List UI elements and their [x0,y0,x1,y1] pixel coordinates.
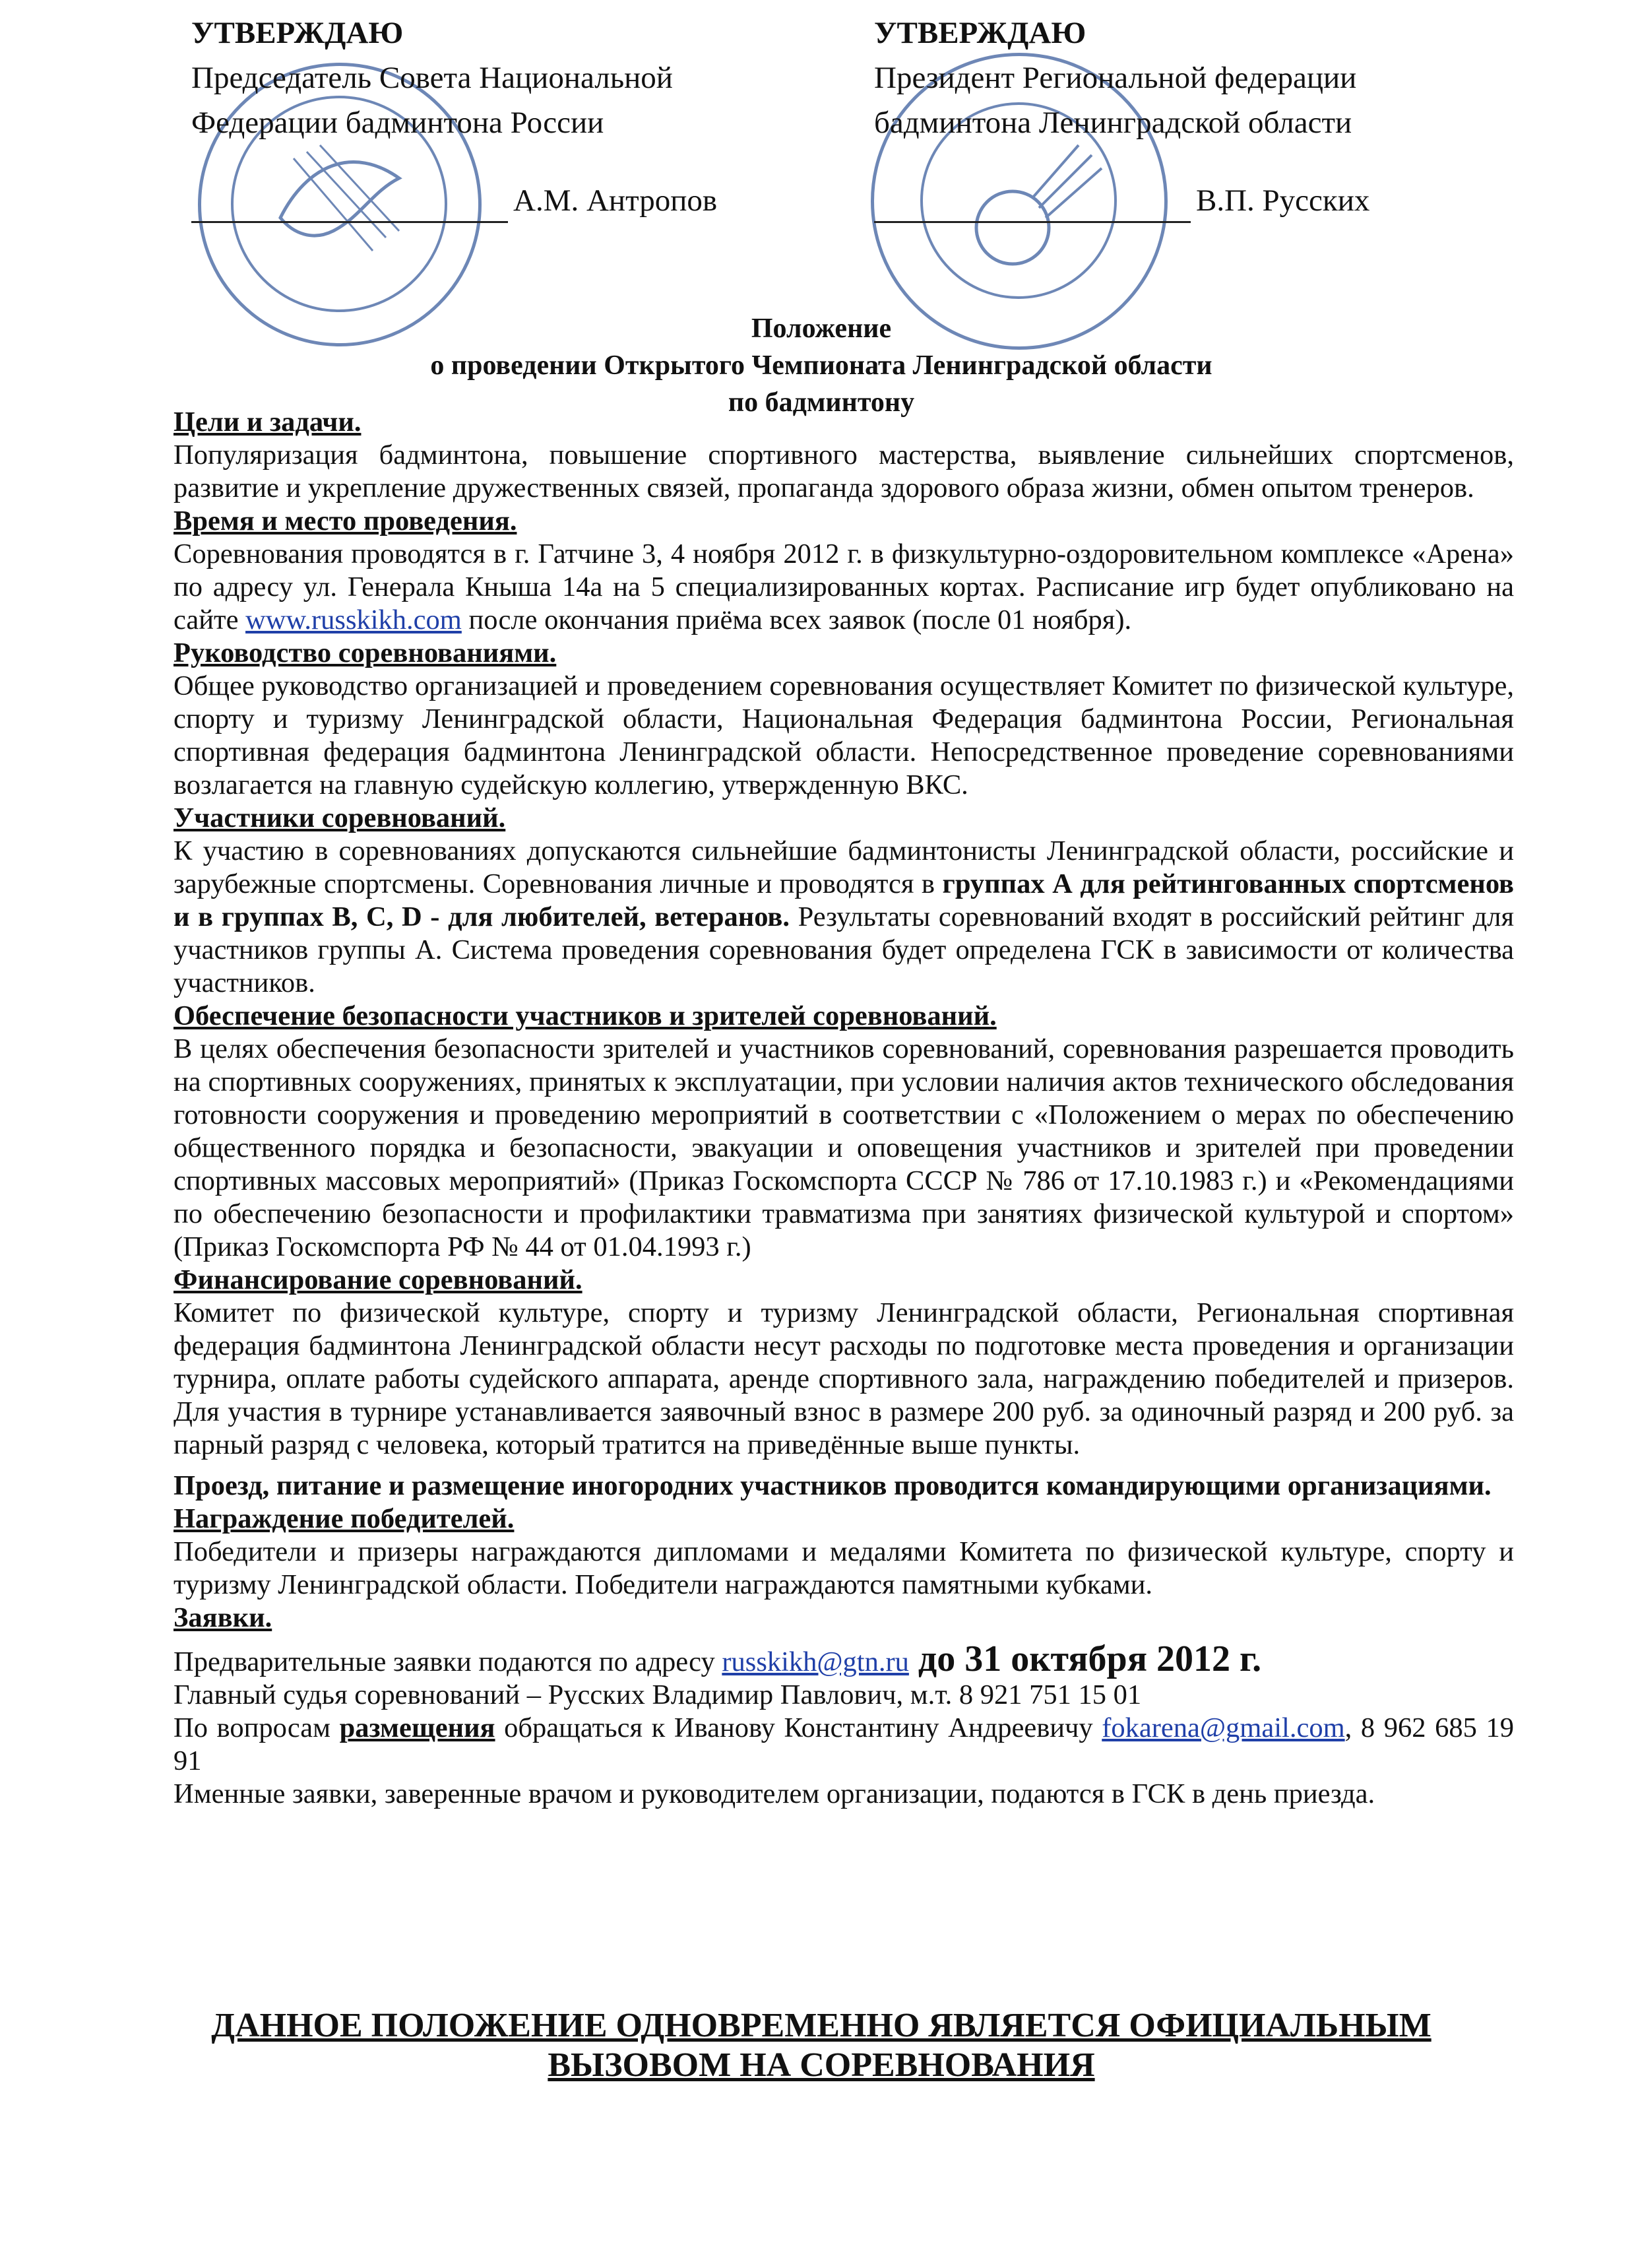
applications-line1 [173,1638,1514,1679]
section-text-awards: Победители и призеры награждаются дипломами и медалями Комитета по физической культуре, спорту и туризму Ленинградской области. Победители награждаются памятными кубками. [173,1536,1514,1600]
section-text-financing: Комитет по физической культуре, спорту и туризму Ленинградской области, Региональная спортивная федерация бадминтона Ленинградской области несут расходы по подготовке места проведения и организации турнира, оплате работы судейского аппарата, аренде спортивного зала, награждению победителей и призеров. Для участия в турнире устанавливается заявочный взнос в размере 200 руб. за одиночный разряд и 200 руб. за парный разряд с человека, который тратится на приведённые выше пункты. [173,1297,1514,1460]
section-heading-awards: Награждение победителей. [173,1503,515,1534]
section-heading-management: Руководство соревнованиями. [173,637,557,668]
section-text-safety: В целях обеспечения безопасности зрителей и участников соревнований, соревнования разрешается проводить на спортивных сооружениях, принятых к эксплуатации, при условии наличия актов технического обследования готовности сооружения и проведению мероприятий в соответствии с «Положением о мерах по обеспечению общественного порядка и безопасности, эвакуации и оповещения участников и зрителей при проведении спортивных массовых мероприятий» (Приказ Госкомспорта СССР № 786 от 17.10.1983 г.) и «Рекомендациями по обеспечению безопасности и профилактики травматизма при занятиях физической культурой и спортом» (Приказ Госкомспорта РФ № 44 от 01.04.1993 г.) [173,1033,1514,1262]
notice-line2: ВЫЗОВОМ НА СОРЕВНОВАНИЯ [548,2046,1095,2084]
section-text-participants [173,835,1514,1000]
signer-name: А.М. Антропов [513,183,718,218]
approval-position-line1: Президент Региональной федерации [874,61,1357,95]
email-link-russkikh[interactable]: russkikh@gtn.ru [722,1646,909,1677]
applications-deadline: до 31 октября 2012 г. [908,1638,1262,1679]
applications-line4: Именные заявки, заверенные врачом и руководителем организации, подаются в ГСК в день приезда. [173,1778,1375,1809]
official-call-notice [178,2006,1464,2085]
signer-name: В.П. Русских [1196,183,1370,218]
applications-line3 [173,1712,1514,1778]
accommodation-phone: , 8 962 685 19 91 [173,1712,1514,1776]
title-line2: о проведении Открытого Чемпионата Ленинградской области [430,350,1212,381]
section-heading-applications: Заявки. [173,1602,272,1633]
signature-blank [191,195,508,223]
accommodation-text-a: По вопросам [173,1712,340,1743]
section-heading-goals: Цели и задачи. [173,406,362,437]
email-link-fokarena[interactable]: fokarena@gmail.com [1102,1712,1345,1743]
section-heading-participants: Участники соревнований. [173,802,506,833]
participants-text-part2: Результаты соревнований входят в российский рейтинг для участников группы А. Система проведения соревнования будет определена ГСК в зависимости от количества участников. [173,901,1515,998]
approval-block-left [191,11,785,223]
section-heading-safety: Обеспечение безопасности участников и зрителей соревнований. [173,1000,997,1031]
signature-line [874,178,1468,223]
signature-blank [874,195,1191,223]
notice-line1: ДАННОЕ ПОЛОЖЕНИЕ ОДНОВРЕМЕННО ЯВЛЯЕТСЯ ОФИЦИАЛЬНЫМ [211,2007,1432,2044]
section-text-management: Общее руководство организацией и проведением соревнования осуществляет Комитет по физической культуре, спорту и туризму Ленинградской области, Национальная Федерация бадминтона России, Региональная спортивная федерация бадминтона Ленинградской области. Непосредственное проведение соревнованиями возлагается на главную судейскую коллегию, утвержденную ВКС. [173,670,1514,800]
participants-groups-bold: группах А для рейтингованных спортсменов и в группах В, С, D - для любителей, ветеранов. [173,868,1515,932]
participants-text-part1: К участию в соревнованиях допускаются сильнейшие бадминтонисты Ленинградской области, российские и зарубежные спортсмены. Соревнования личные и проводятся в [173,835,1514,899]
approval-position-line1: Председатель Совета Национальной [191,61,673,95]
document-title [178,310,1464,421]
accommodation-word: размещения [339,1712,495,1743]
title-line1: Положение [751,313,892,344]
travel-note-bold: Проезд, питание и размещение иногородних участников проводится командирующими организациями. [173,1470,1492,1501]
section-text-goals: Популяризация бадминтона, повышение спортивного мастерства, выявление сильнейших спортсменов, развитие и укрепление дружественных связей, пропаганда здорового образа жизни, обмен опытом тренеров. [173,439,1514,503]
time-place-text-part2: после окончания приёма всех заявок (после 01 ноября). [461,604,1132,635]
section-text-time-place [173,538,1514,637]
section-heading-financing: Финансирование соревнований. [173,1264,582,1295]
website-link[interactable]: www.russkikh.com [245,604,462,635]
approval-block-right [874,11,1468,223]
section-heading-time-place: Время и место проведения. [173,505,517,536]
document-body [173,406,1514,1811]
approval-heading: УТВЕРЖДАЮ [874,16,1086,50]
approval-position-line2: бадминтона Ленинградской области [874,106,1352,140]
time-place-text-part1: Соревнования проводятся в г. Гатчине 3, 4 ноября 2012 г. в физкультурно-оздоровительном комплексе «Арена» по адресу ул. Генерала Кныша 14а на 5 специализированных кортах. Расписание игр будет опубликовано на сайте [173,538,1514,635]
title-line3: по бадминтону [728,387,915,418]
accommodation-text-c: обращаться к Иванову Константину Андреевичу [495,1712,1102,1743]
approval-heading: УТВЕРЖДАЮ [191,16,404,50]
signature-line [191,178,785,223]
applications-text: Предварительные заявки подаются по адресу [173,1646,722,1677]
approval-position-line2: Федерации бадминтона России [191,106,604,140]
applications-line2: Главный судья соревнований – Русских Владимир Павлович, м.т. 8 921 751 15 01 [173,1679,1142,1710]
